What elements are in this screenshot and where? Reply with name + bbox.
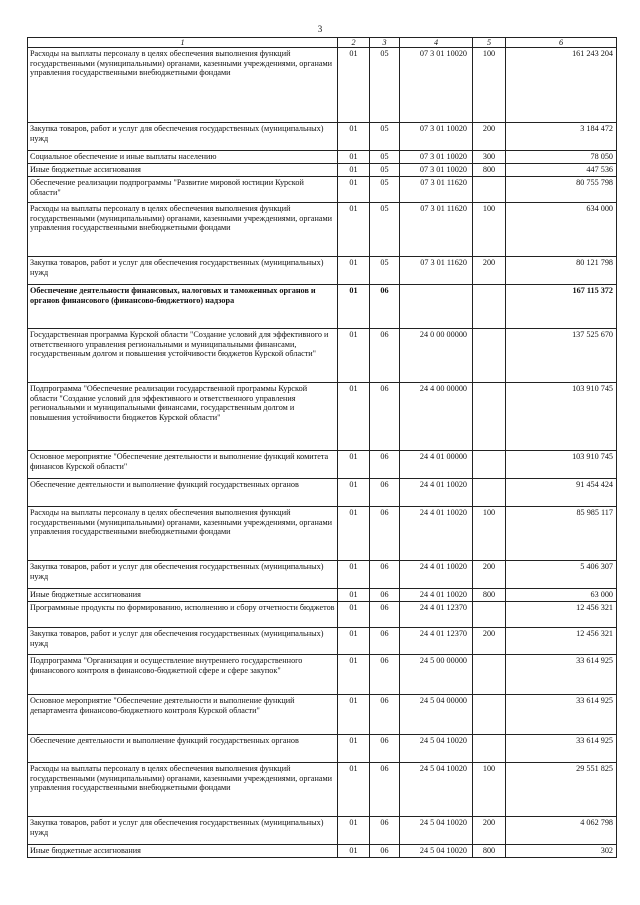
table-row — [28, 177, 617, 203]
amount: 4 062 798 — [506, 817, 617, 845]
subsection-code: 05 — [370, 164, 400, 177]
section-code: 01 — [338, 561, 370, 589]
budget-item-name: Закупка товаров, работ и услуг для обеспечения государственных (муниципальных) нужд — [28, 628, 338, 655]
budget-item-name: Закупка товаров, работ и услуг для обеспечения государственных (муниципальных) нужд — [28, 123, 338, 151]
target-article-code: 24 5 04 00000 — [400, 695, 473, 735]
table-row — [28, 763, 617, 817]
table-row — [28, 628, 617, 655]
table-row — [28, 151, 617, 164]
table-header-row — [28, 38, 617, 48]
expense-type-code: 100 — [473, 507, 506, 561]
budget-item-name: Иные бюджетные ассигнования — [28, 845, 338, 858]
section-code: 01 — [338, 203, 370, 257]
section-code: 01 — [338, 735, 370, 763]
amount: 634 000 — [506, 203, 617, 257]
section-code: 01 — [338, 164, 370, 177]
table-row — [28, 602, 617, 628]
budget-item-name: Закупка товаров, работ и услуг для обеспечения государственных (муниципальных) нужд — [28, 817, 338, 845]
subsection-code: 05 — [370, 177, 400, 203]
section-code: 01 — [338, 655, 370, 695]
target-article-code: 07 3 01 10020 — [400, 164, 473, 177]
expense-type-code: 200 — [473, 123, 506, 151]
budget-item-name: Программные продукты по формированию, исполнению и сбору отчетности бюджетов — [28, 602, 338, 628]
section-code: 01 — [338, 48, 370, 123]
amount: 85 985 117 — [506, 507, 617, 561]
budget-item-name: Обеспечение деятельности и выполнение функций государственных органов — [28, 479, 338, 507]
subsection-code: 05 — [370, 257, 400, 285]
expense-type-code — [473, 177, 506, 203]
column-number-5: 5 — [473, 38, 506, 48]
expense-type-code — [473, 383, 506, 451]
target-article-code: 24 4 01 12370 — [400, 602, 473, 628]
subsection-code: 06 — [370, 695, 400, 735]
budget-item-name: Подпрограмма "Обеспечение реализации государственной программы Курской области "Создание условий для эффективного и ответственного управления региональными и муниципальными финансами, государственным долгом и повышения устойчивости бюджетов Курской области" — [28, 383, 338, 451]
table-row — [28, 655, 617, 695]
target-article-code: 24 4 00 00000 — [400, 383, 473, 451]
subsection-code: 06 — [370, 655, 400, 695]
section-code: 01 — [338, 817, 370, 845]
section-code: 01 — [338, 329, 370, 383]
section-code: 01 — [338, 177, 370, 203]
target-article-code: 07 3 01 10020 — [400, 151, 473, 164]
expense-type-code: 300 — [473, 151, 506, 164]
target-article-code: 07 3 01 11620 — [400, 203, 473, 257]
expense-type-code — [473, 695, 506, 735]
subsection-code: 06 — [370, 561, 400, 589]
table-row — [28, 123, 617, 151]
amount: 80 755 798 — [506, 177, 617, 203]
section-code: 01 — [338, 507, 370, 561]
subsection-code: 06 — [370, 817, 400, 845]
subsection-code: 06 — [370, 451, 400, 479]
amount: 167 115 372 — [506, 285, 617, 329]
section-code: 01 — [338, 628, 370, 655]
subsection-code: 06 — [370, 479, 400, 507]
budget-item-name: Государственная программа Курской области "Создание условий для эффективного и ответственного управления региональными и муниципальными финансами, государственным долгом и повышения устойчивости бюджетов Курской области" — [28, 329, 338, 383]
amount: 29 551 825 — [506, 763, 617, 817]
amount: 33 614 925 — [506, 735, 617, 763]
section-code: 01 — [338, 763, 370, 817]
section-code: 01 — [338, 123, 370, 151]
table-row — [28, 257, 617, 285]
table-row — [28, 164, 617, 177]
target-article-code: 07 3 01 10020 — [400, 48, 473, 123]
expense-type-code — [473, 735, 506, 763]
amount: 5 406 307 — [506, 561, 617, 589]
expense-type-code — [473, 479, 506, 507]
budget-item-name: Закупка товаров, работ и услуг для обеспечения государственных (муниципальных) нужд — [28, 561, 338, 589]
budget-item-name: Расходы на выплаты персоналу в целях обеспечения выполнения функций государственными (муниципальными) органами, казенными учреждениями, органами управления государственными внебюджетными фондами — [28, 48, 338, 123]
column-number-1: 1 — [28, 38, 338, 48]
expense-type-code: 200 — [473, 628, 506, 655]
column-number-4: 4 — [400, 38, 473, 48]
amount: 447 536 — [506, 164, 617, 177]
subsection-code: 06 — [370, 589, 400, 602]
column-number-6: 6 — [506, 38, 617, 48]
budget-item-name: Основное мероприятие "Обеспечение деятельности и выполнение функций департамента финансово-бюджетного контроля Курской области" — [28, 695, 338, 735]
subsection-code: 06 — [370, 329, 400, 383]
section-code: 01 — [338, 845, 370, 858]
section-code: 01 — [338, 383, 370, 451]
target-article-code: 24 5 04 10020 — [400, 763, 473, 817]
budget-table — [27, 37, 617, 858]
table-row — [28, 507, 617, 561]
budget-item-name: Социальное обеспечение и иные выплаты населению — [28, 151, 338, 164]
column-number-2: 2 — [338, 38, 370, 48]
section-code: 01 — [338, 285, 370, 329]
amount: 12 456 321 — [506, 628, 617, 655]
section-code: 01 — [338, 479, 370, 507]
table-row — [28, 48, 617, 123]
target-article-code: 24 5 04 10020 — [400, 735, 473, 763]
expense-type-code — [473, 655, 506, 695]
expense-type-code: 800 — [473, 589, 506, 602]
amount: 78 050 — [506, 151, 617, 164]
table-row — [28, 451, 617, 479]
subsection-code: 06 — [370, 383, 400, 451]
expense-type-code: 800 — [473, 845, 506, 858]
target-article-code: 24 5 00 00000 — [400, 655, 473, 695]
column-number-3: 3 — [370, 38, 400, 48]
target-article-code: 24 5 04 10020 — [400, 817, 473, 845]
budget-item-name: Основное мероприятие "Обеспечение деятельности и выполнение функций комитета финансов Курской области" — [28, 451, 338, 479]
table-row — [28, 383, 617, 451]
section-code: 01 — [338, 451, 370, 479]
amount: 161 243 204 — [506, 48, 617, 123]
table-row — [28, 845, 617, 858]
target-article-code: 24 4 01 00000 — [400, 451, 473, 479]
section-code: 01 — [338, 695, 370, 735]
expense-type-code: 100 — [473, 763, 506, 817]
expense-type-code: 200 — [473, 257, 506, 285]
amount: 80 121 798 — [506, 257, 617, 285]
target-article-code: 24 4 01 10020 — [400, 561, 473, 589]
subsection-code: 05 — [370, 151, 400, 164]
amount: 3 184 472 — [506, 123, 617, 151]
subsection-code: 05 — [370, 123, 400, 151]
target-article-code: 24 0 00 00000 — [400, 329, 473, 383]
expense-type-code — [473, 602, 506, 628]
table-row — [28, 735, 617, 763]
subsection-code: 06 — [370, 735, 400, 763]
table-row — [28, 329, 617, 383]
expense-type-code: 200 — [473, 817, 506, 845]
target-article-code: 07 3 01 10020 — [400, 123, 473, 151]
budget-item-name: Закупка товаров, работ и услуг для обеспечения государственных (муниципальных) нужд — [28, 257, 338, 285]
subsection-code: 06 — [370, 628, 400, 655]
section-code: 01 — [338, 602, 370, 628]
subsection-code: 06 — [370, 845, 400, 858]
amount: 91 454 424 — [506, 479, 617, 507]
target-article-code: 07 3 01 11620 — [400, 257, 473, 285]
amount: 33 614 925 — [506, 695, 617, 735]
subsection-code: 06 — [370, 285, 400, 329]
expense-type-code — [473, 329, 506, 383]
amount: 137 525 670 — [506, 329, 617, 383]
budget-item-name: Расходы на выплаты персоналу в целях обеспечения выполнения функций государственными (муниципальными) органами, казенными учреждениями, органами управления государственными внебюджетными фондами — [28, 507, 338, 561]
budget-item-name: Расходы на выплаты персоналу в целях обеспечения выполнения функций государственными (муниципальными) органами, казенными учреждениями, органами управления государственными внебюджетными фондами — [28, 203, 338, 257]
subsection-code: 05 — [370, 48, 400, 123]
expense-type-code: 200 — [473, 561, 506, 589]
target-article-code: 24 4 01 10020 — [400, 589, 473, 602]
page-number: 3 — [317, 24, 323, 34]
section-code: 01 — [338, 589, 370, 602]
budget-item-name: Обеспечение реализации подпрограммы "Развитие мировой юстиции Курской области" — [28, 177, 338, 203]
subsection-code: 06 — [370, 763, 400, 817]
section-code: 01 — [338, 257, 370, 285]
amount: 103 910 745 — [506, 451, 617, 479]
target-article-code: 07 3 01 11620 — [400, 177, 473, 203]
amount: 12 456 321 — [506, 602, 617, 628]
target-article-code: 24 4 01 10020 — [400, 507, 473, 561]
amount: 103 910 745 — [506, 383, 617, 451]
expense-type-code: 800 — [473, 164, 506, 177]
target-article-code: 24 5 04 10020 — [400, 845, 473, 858]
table-row — [28, 817, 617, 845]
target-article-code: 24 4 01 10020 — [400, 479, 473, 507]
budget-item-name: Иные бюджетные ассигнования — [28, 164, 338, 177]
expense-type-code — [473, 451, 506, 479]
table-row — [28, 695, 617, 735]
amount: 302 — [506, 845, 617, 858]
budget-item-name: Обеспечение деятельности и выполнение функций государственных органов — [28, 735, 338, 763]
budget-item-name: Иные бюджетные ассигнования — [28, 589, 338, 602]
section-code: 01 — [338, 151, 370, 164]
budget-item-name: Подпрограмма "Организация и осуществление внутреннего государственного финансового контроля в финансово-бюджетной сфере и сфере закупок" — [28, 655, 338, 695]
table-row — [28, 589, 617, 602]
subsection-code: 06 — [370, 507, 400, 561]
amount: 33 614 925 — [506, 655, 617, 695]
subsection-code: 06 — [370, 602, 400, 628]
subsection-code: 05 — [370, 203, 400, 257]
target-article-code: 24 4 01 12370 — [400, 628, 473, 655]
table-row — [28, 203, 617, 257]
expense-type-code: 100 — [473, 203, 506, 257]
budget-item-name: Обеспечение деятельности финансовых, налоговых и таможенных органов и органов финансового (финансово-бюджетного) надзора — [28, 285, 338, 329]
table-row — [28, 479, 617, 507]
budget-item-name: Расходы на выплаты персоналу в целях обеспечения выполнения функций государственными (муниципальными) органами, казенными учреждениями, органами управления государственными внебюджетными фондами — [28, 763, 338, 817]
table-row — [28, 285, 617, 329]
expense-type-code: 100 — [473, 48, 506, 123]
target-article-code — [400, 285, 473, 329]
table-row — [28, 561, 617, 589]
amount: 63 000 — [506, 589, 617, 602]
expense-type-code — [473, 285, 506, 329]
